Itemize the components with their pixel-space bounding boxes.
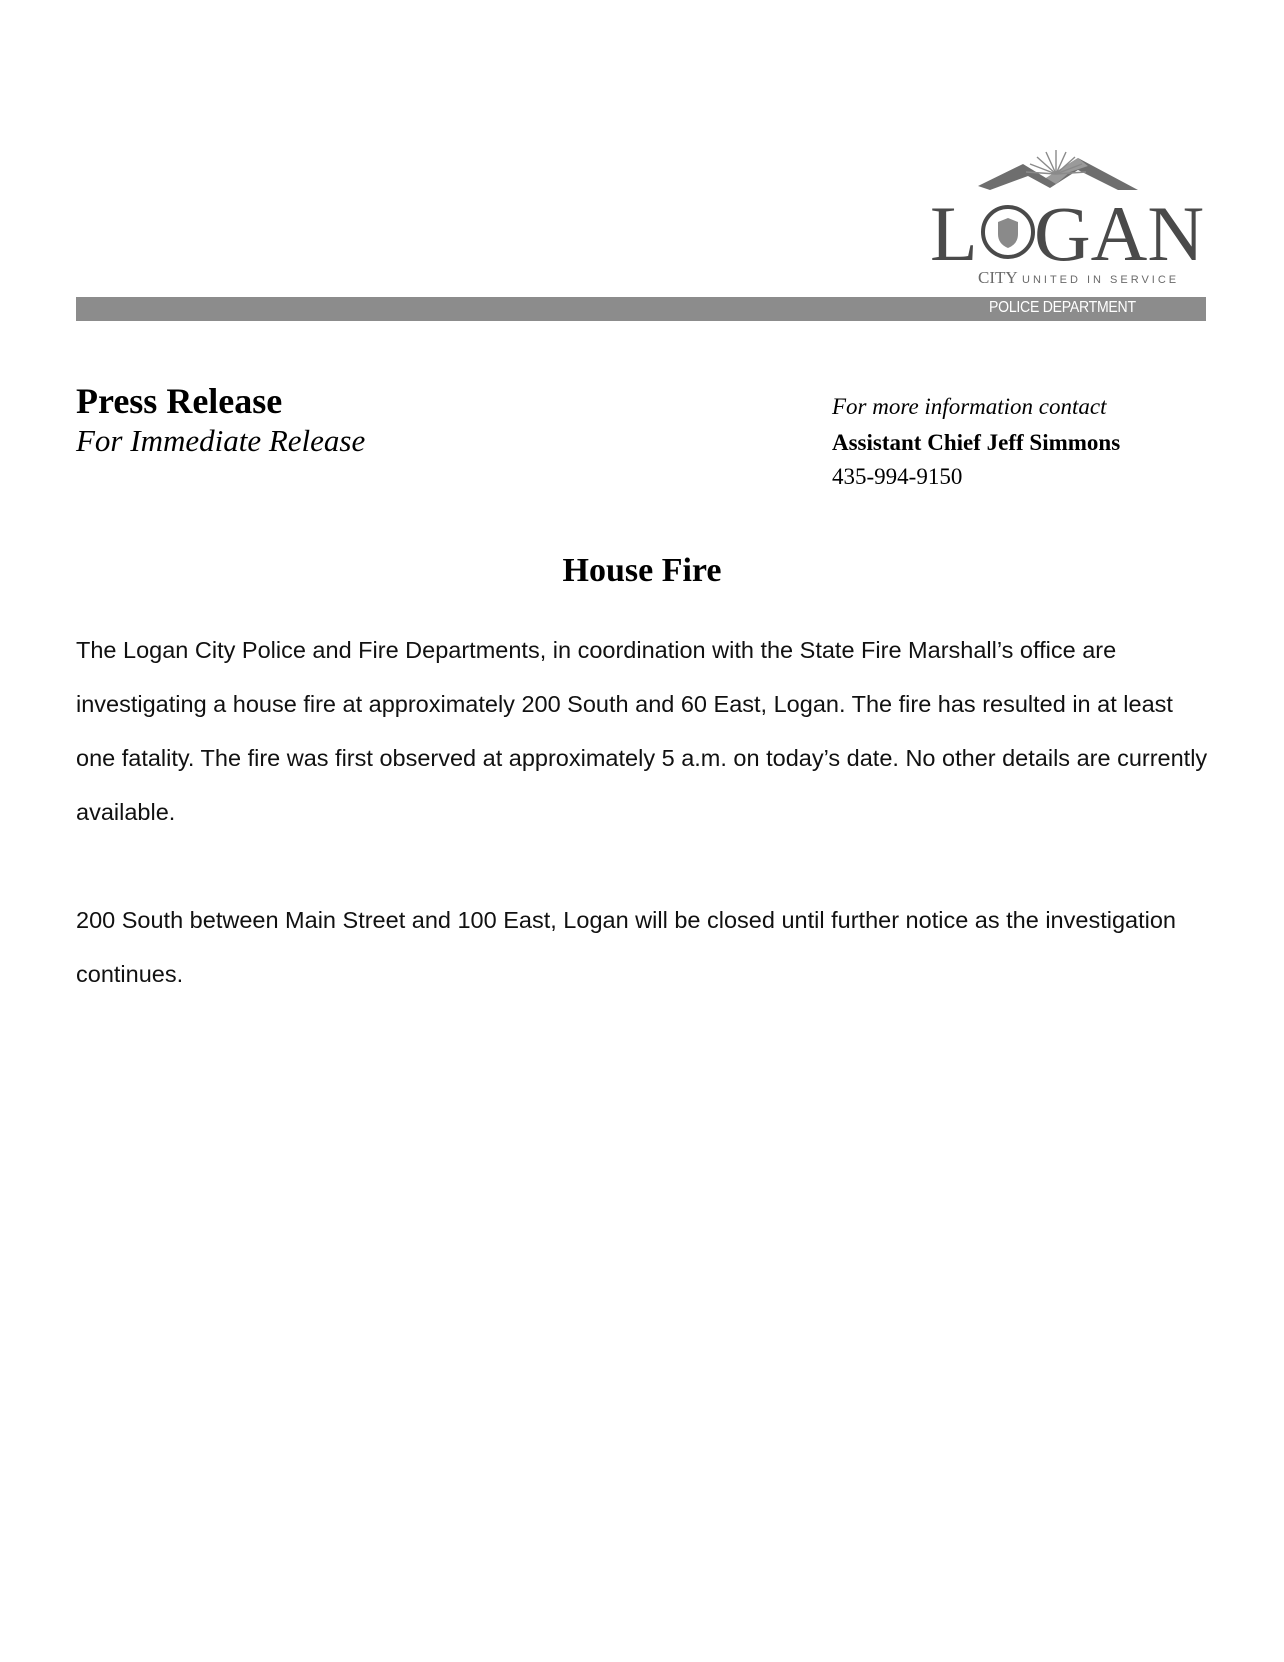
press-release-subtitle: For Immediate Release [76, 423, 366, 458]
press-release-title: Press Release [76, 381, 283, 421]
svg-text:GAN: GAN [1034, 190, 1204, 277]
paragraph: The Logan City Police and Fire Departments, in coordination with the State Fire Marshall’s office are investigating a house fire at approximately 200 South and 60 East, Logan. The fire has resulted in at least one fatality. The fire was first observed at approximately 5 a.m. on today’s date. No other details are currently available. [76, 637, 1208, 825]
logo-city: CITY [978, 268, 1018, 287]
body-text [76, 623, 1216, 1001]
logo-tagline: UNITED IN SERVICE [1022, 274, 1180, 286]
headline: House Fire [562, 552, 722, 589]
badge-o-icon [983, 207, 1033, 257]
contact-block [832, 390, 1120, 492]
paragraph: 200 South between Main Street and 100 East, Logan will be closed until further notice as the investigation continues. [76, 907, 1176, 987]
header-bar [76, 297, 1206, 321]
contact-intro: For more information contact [832, 394, 1107, 419]
svg-text:L: L [930, 190, 978, 277]
logan-city-logo [928, 150, 1208, 290]
contact-phone: 435-994-9150 [832, 464, 963, 489]
contact-name: Assistant Chief Jeff Simmons [832, 430, 1121, 455]
department-label: POLICE DEPARTMENT [989, 299, 1136, 316]
